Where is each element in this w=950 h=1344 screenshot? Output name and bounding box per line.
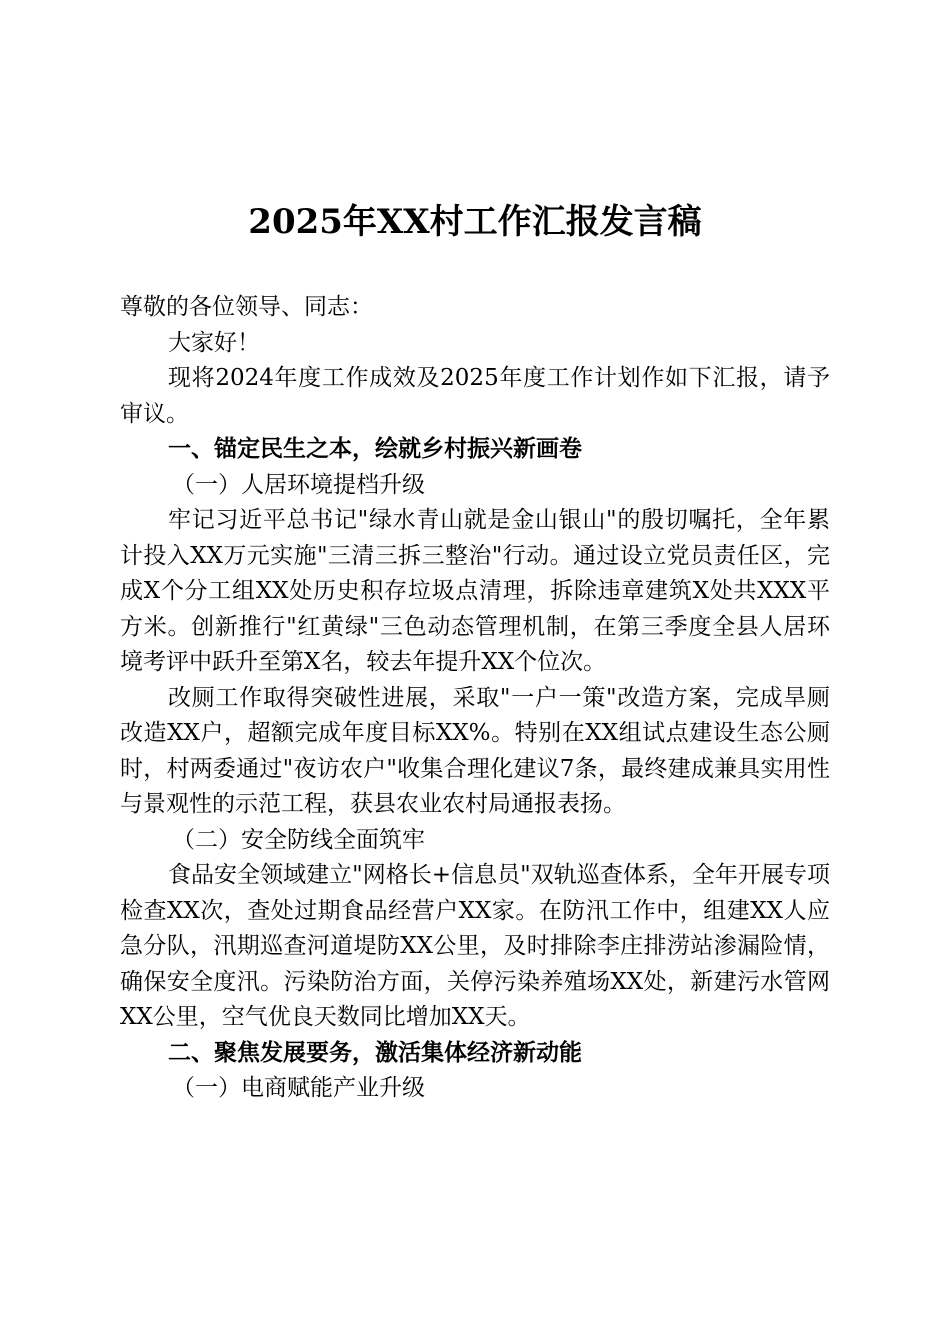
document-title: 2025年XX村工作汇报发言稿 bbox=[248, 202, 702, 242]
greeting: 大家好！ bbox=[168, 329, 260, 356]
subsection-heading-2-1: （一）电商赋能产业升级 bbox=[172, 1075, 425, 1101]
subsection-heading-1-2: （二）安全防线全面筑牢 bbox=[172, 826, 425, 853]
paragraph: 改厕工作取得突破性进展，采取"一户一策"改造方案，完成旱厕改造XX户，超额完成年度目标XX%。特别在XX组试点建设生态公厕时，村两委通过"夜访农户"收集合理化建议7条，最终建成兼具实用性与景观性的示范工程，获县农业农村局通报表扬。 bbox=[120, 684, 830, 817]
subsection-heading-1-1: （一）人居环境提档升级 bbox=[172, 471, 425, 498]
paragraph: 牢记习近平总书记"绿水青山就是金山银山"的殷切嘱托，全年累计投入XX万元实施"三清三拆三整治"行动。通过设立党员责任区，完成X个分工组XX处历史积存垃圾点清理，拆除违章建筑X处共XXX平方米。创新推行"红黄绿"三色动态管理机制，在第三季度全县人居环境考评中跃升至第X名，较去年提升XX个位次。 bbox=[120, 507, 830, 675]
paragraph: 食品安全领域建立"网格长+信息员"双轨巡查体系，全年开展专项检查XX次，查处过期食品经营户XX家。在防汛工作中，组建XX人应急分队，汛期巡查河道堤防XX公里，及时排除李庄排涝站渗漏险情，确保安全度汛。污染防治方面，关停污染养殖场XX处，新建污水管网XX公里，空气优良天数同比增加XX天。 bbox=[120, 862, 830, 1030]
salutation: 尊敬的各位领导、同志： bbox=[120, 294, 373, 320]
section-heading-1: 一、锚定民生之本，绘就乡村振兴新画卷 bbox=[168, 436, 582, 462]
section-heading-2: 二、聚焦发展要务，激活集体经济新动能 bbox=[168, 1039, 582, 1066]
document-body bbox=[120, 290, 830, 1107]
intro-paragraph: 现将2024年度工作成效及2025年度工作计划作如下汇报，请予审议。 bbox=[120, 365, 830, 427]
